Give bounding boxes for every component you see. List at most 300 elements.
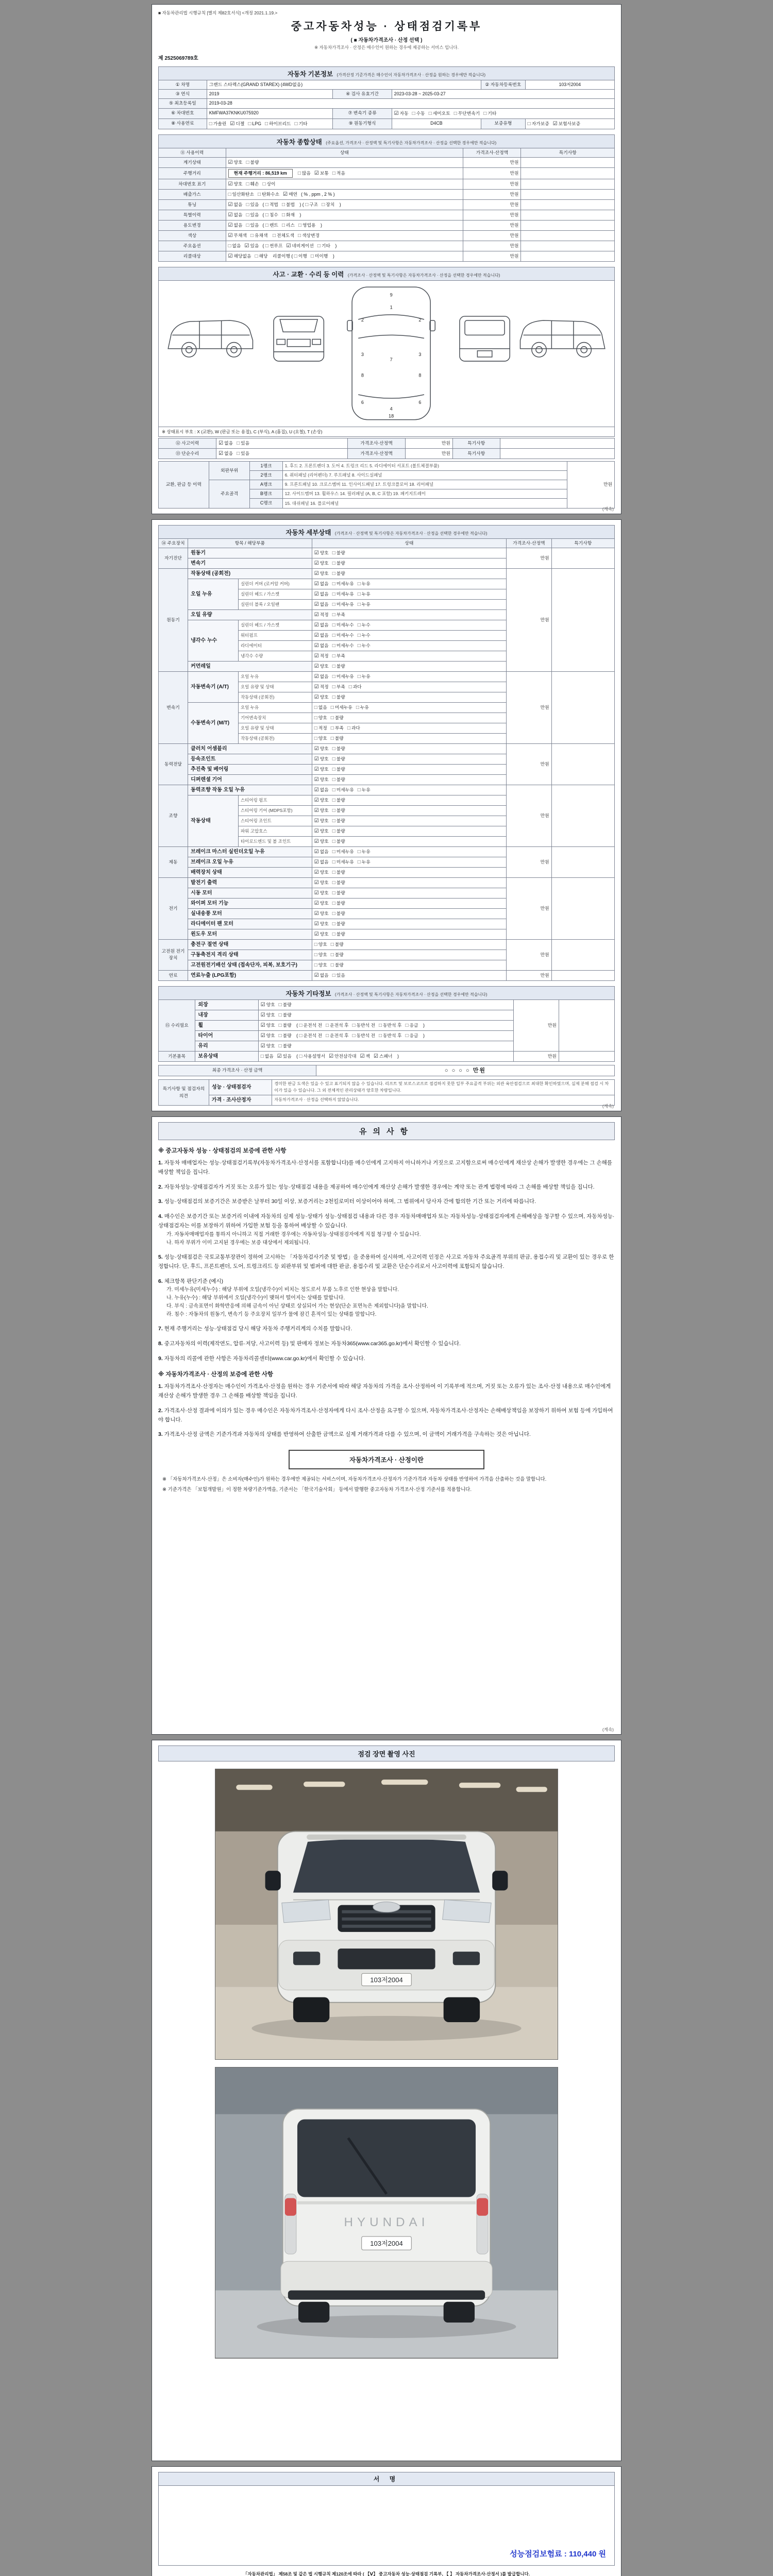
label-cell: 전기 — [159, 877, 188, 939]
checkbox-label: 불량 — [336, 838, 345, 844]
other-info — [158, 999, 615, 1062]
unchecked-box-icon: □ — [332, 673, 335, 680]
section-detail-header — [158, 525, 615, 538]
value-cell — [312, 939, 506, 950]
checkbox-label: 양호 — [320, 756, 329, 761]
value-cell — [521, 199, 615, 210]
label-cell: 1랭크 — [250, 461, 282, 470]
checkbox-label: 없음 — [320, 632, 329, 638]
unchecked-box-icon: □ — [332, 622, 335, 628]
checkbox-label: 불량 — [282, 1002, 292, 1007]
checked-box-icon: ☑ — [230, 121, 235, 127]
unchecked-box-icon: □ — [357, 632, 361, 638]
unchecked-box-icon: □ — [412, 110, 415, 116]
checkbox-label: 기타 — [488, 110, 497, 116]
value-cell: 오일 유량 — [188, 609, 312, 620]
notice-number: 7. — [158, 1326, 163, 1332]
mileage-box: 현재 주행거리 : 86,519 km — [228, 169, 293, 178]
notice-text: 자동차의 리콜에 관한 사항은 자동차리콜센터(www.car.go.kr)에서 확인할 수 있습니다. — [164, 1355, 365, 1362]
checkbox-label: 많음 — [301, 170, 311, 176]
checkbox-label: 양호 — [320, 869, 329, 875]
checkbox-label: 누유 — [361, 849, 371, 854]
unchecked-box-icon: □ — [332, 931, 335, 937]
unchecked-box-icon: □ — [299, 1032, 303, 1039]
panel-number: 3 — [418, 351, 422, 357]
checkbox-불량 — [279, 1042, 292, 1050]
text: ( — [295, 1032, 299, 1038]
value-cell: 만원 — [506, 548, 551, 568]
checkbox-없음 — [228, 222, 243, 229]
label-cell: 특별이력 — [159, 210, 226, 220]
checkbox-미세누유 — [331, 704, 352, 711]
checkbox-없음 — [314, 848, 329, 856]
checkbox-label: 불량 — [336, 818, 345, 823]
checked-box-icon: ☑ — [394, 110, 399, 116]
value-cell: 작동상태 (공회전) — [238, 733, 312, 743]
checkbox-양호 — [261, 1042, 275, 1050]
checkbox-label: 양호 — [320, 807, 329, 813]
text: ) — [319, 222, 322, 228]
label-cell: 항목 / 해당부품 — [188, 538, 312, 548]
value-cell: 윈도우 모터 — [188, 929, 312, 939]
checkbox-label: 과다 — [351, 725, 360, 731]
checkbox-label: 불량 — [336, 797, 345, 803]
value-cell: 원동기 — [188, 548, 312, 558]
checkbox-부족 — [332, 683, 345, 691]
value-cell — [551, 939, 614, 970]
checkbox-label: 있음 — [250, 201, 259, 207]
unchecked-box-icon: □ — [332, 581, 335, 587]
checkbox-미세누수 — [332, 642, 354, 650]
checkbox-label: 양호 — [320, 921, 329, 926]
unchecked-box-icon: □ — [281, 222, 285, 228]
text: ) — [331, 253, 334, 259]
checkbox-있음 — [332, 972, 345, 979]
checked-box-icon: ☑ — [219, 440, 224, 446]
checkbox-label: 누수 — [361, 622, 371, 628]
panel-number: 4 — [390, 406, 393, 412]
unchecked-box-icon: □ — [332, 838, 335, 844]
value-cell: 라디에이터 팬 모터 — [188, 919, 312, 929]
checkbox-label: 미세누유 — [336, 673, 354, 679]
unchecked-box-icon: □ — [332, 776, 335, 783]
checkbox-양호 — [314, 796, 329, 804]
panel-number: 6 — [418, 400, 422, 405]
value-cell: 만원 — [506, 970, 551, 980]
checkbox-썬루프 — [262, 242, 283, 250]
checked-box-icon: ☑ — [314, 694, 319, 700]
checkbox-미이행 — [311, 252, 328, 260]
unchecked-box-icon: □ — [357, 859, 361, 865]
label-cell: A랭크 — [250, 480, 282, 489]
checkbox-label: 불량 — [336, 560, 345, 566]
notice-item — [158, 1325, 615, 1334]
notice-number: 3. — [158, 1198, 163, 1205]
unchecked-box-icon: □ — [209, 121, 212, 127]
value-cell: 배력장치 상태 — [188, 867, 312, 877]
checkbox-불량 — [246, 159, 259, 166]
checkbox-label: 양호 — [320, 550, 329, 555]
checkbox-label: 운전석 전 — [303, 1022, 323, 1028]
notice-item — [158, 1197, 615, 1207]
checkbox-불량 — [332, 900, 345, 907]
checkbox-label: 적정 — [320, 684, 329, 689]
notice-subitem: 나. 누유(누수) : 해당 부위에서 오일(냉각수)이 맺혀서 떨어지는 상태를 말합니다. — [166, 1295, 345, 1301]
inspector-opinion-table — [158, 1079, 615, 1106]
document-subtitle-1: ( ■ 자동차가격조사 · 산정 선택 ) — [350, 38, 423, 43]
value-cell — [312, 846, 506, 857]
checkbox-불량 — [332, 693, 345, 701]
panel-rank — [158, 461, 615, 509]
checkbox-label: 부족 — [336, 612, 345, 617]
checkbox-label: 해당없음 — [233, 253, 251, 259]
notice-item — [158, 1253, 615, 1272]
notice-text: 성능·상태점검은 국토교통부장관이 정하여 고시하는 「자동차검사기준 및 방법」을 준용하여 실시하며, 사고이력 인정은 사고로 자동차 주요골격 부위의 판금, 용접수리 및 교환이 있는 경우로 한정합니다. 단, 후드, 프론트펜더, 도어, 트렁크리드 등 외판부위 및 범퍼에 대한 판금, 용접수리 및 교환은 단순수리로서 사고이력에 포함되지 않습니다. — [158, 1253, 614, 1269]
label-cell: B랭크 — [250, 489, 282, 499]
checkbox-label: 양호 — [266, 1012, 275, 1018]
value-cell: 만원 — [514, 999, 559, 1051]
unchecked-box-icon: □ — [264, 121, 268, 127]
value-cell — [312, 888, 506, 898]
checkbox-부족 — [331, 724, 344, 732]
value-cell — [312, 826, 506, 836]
checkbox-label: 가솔린 — [213, 121, 227, 126]
checkbox-양호 — [314, 745, 329, 753]
checkbox-label: 양호 — [320, 900, 329, 906]
checkbox-label: 보통 — [320, 170, 329, 176]
unchecked-box-icon: □ — [330, 735, 334, 741]
detail-status-row-30 — [159, 846, 615, 857]
checkbox-동반석 후 — [379, 1032, 401, 1040]
notice-title: 유의사항 — [158, 1122, 615, 1140]
checkbox-양호 — [314, 570, 329, 578]
panel-rank-row-0 — [159, 461, 615, 470]
checkbox-양호 — [261, 1032, 275, 1040]
unchecked-box-icon: □ — [332, 818, 335, 824]
checkbox-label: 불량 — [336, 890, 345, 895]
value-cell — [312, 682, 506, 692]
checkbox-불량 — [331, 961, 344, 969]
value-cell — [226, 241, 463, 251]
checkbox-양호 — [261, 1001, 275, 1009]
value-cell: 등속조인트 — [188, 754, 312, 764]
section-basic-title: 자동차 기본정보 — [287, 71, 333, 78]
checkbox-label: 양호 — [320, 838, 329, 844]
checkbox-렌트 — [262, 222, 278, 229]
checkbox-label: 전체도색 — [277, 232, 295, 238]
value-cell: 2023-03-28 ~ 2025-03-27 — [392, 90, 614, 99]
value-cell: 15. 대쉬패널 16. 플로어패널 — [282, 499, 567, 508]
checkbox-label: 양호 — [320, 745, 329, 751]
unchecked-box-icon: □ — [330, 704, 334, 710]
checked-box-icon: ☑ — [314, 807, 319, 814]
label-cell: 특기사항 — [551, 538, 614, 548]
overall-status-row-10 — [159, 251, 615, 261]
notice-subitem: 나. 하자 부위가 이미 고지된 경우에는 보증 대상에서 제외됩니다. — [166, 1240, 310, 1246]
unchecked-box-icon: □ — [246, 212, 249, 218]
checkbox-미세누유 — [332, 673, 354, 681]
notice-list-1 — [158, 1159, 615, 1364]
value-cell — [207, 118, 333, 129]
value-cell — [551, 785, 614, 846]
checked-box-icon: ☑ — [314, 910, 319, 917]
checkbox-label: 미세누유 — [336, 849, 354, 854]
value-cell — [226, 251, 463, 261]
value-cell — [312, 733, 506, 743]
value-cell: 실린더 커버 (로커암 커버) — [238, 579, 312, 589]
value-cell — [551, 548, 614, 568]
checkbox-label: 양호 — [320, 560, 329, 566]
notice-subitem: 다. 부식 : 금속표면이 화학반응에 의해 금속이 아닌 상태로 상실되어 가는 현상(단순 표면녹은 제외합니다)을 말합니다. — [166, 1303, 428, 1310]
value-cell — [521, 179, 615, 189]
label-cell: 상태 — [312, 538, 506, 548]
checkbox-label: 적법 — [269, 201, 278, 207]
checkbox-label: 양호 — [320, 694, 329, 700]
unchecked-box-icon: □ — [265, 212, 268, 218]
value-cell: 성능 · 상태점검자 — [209, 1080, 272, 1095]
checkbox-label: 없음 — [320, 673, 329, 679]
checkbox-label: 미세누수 — [336, 642, 354, 648]
value-cell: 만원 — [463, 241, 521, 251]
checkbox-label: 운전석 전 — [303, 1032, 323, 1038]
checkbox-양호 — [314, 766, 329, 773]
checkbox-네비게이션 — [286, 242, 313, 250]
value-cell — [226, 167, 463, 179]
label-cell: 차대번호 표기 — [159, 179, 226, 189]
value-cell — [312, 867, 506, 877]
value-cell: 스티어링 조인트 — [238, 816, 312, 826]
inspection-photo-front — [215, 1769, 558, 2059]
checked-box-icon: ☑ — [260, 1032, 265, 1039]
notice-number: 3. — [158, 1431, 163, 1438]
panel-rank-table — [158, 461, 615, 509]
unchecked-box-icon: □ — [297, 170, 301, 176]
label-cell: ④ 검사 유효기간 — [333, 90, 392, 99]
value-cell — [312, 795, 506, 805]
checkbox-리스 — [282, 222, 295, 229]
checkbox-label: 운전석 후 — [330, 1032, 349, 1038]
section-detail-title: 자동차 세부상태 — [285, 529, 331, 536]
checkbox-label: 부족 — [336, 684, 345, 689]
checked-box-icon: ☑ — [314, 787, 319, 793]
checked-box-icon: ☑ — [314, 849, 319, 855]
value-cell: 추진축 및 베어링 — [188, 764, 312, 774]
checkbox-label: 없음 — [264, 1053, 274, 1059]
unchecked-box-icon: □ — [357, 622, 361, 628]
notice-text: 가격조사·산정 결과에 이의가 있는 경우 매수인은 자동차가격조사·산정자에게 다시 조사·산정을 요구할 수 있으며, 자동차가격조사·산정자는 손해배상책임을 보장하기 위하여 보험 등에 가입하여야 합니다. — [158, 1407, 613, 1423]
checkbox-양호 — [314, 817, 329, 825]
value-cell — [216, 438, 348, 448]
checked-box-icon: ☑ — [244, 243, 249, 249]
unchecked-box-icon: □ — [314, 941, 317, 947]
unchecked-box-icon: □ — [332, 663, 335, 669]
checked-box-icon: ☑ — [314, 663, 319, 669]
checkbox-label: 리스 — [285, 222, 295, 228]
checkbox-양호 — [314, 879, 329, 887]
unchecked-box-icon: □ — [332, 859, 335, 865]
value-cell — [312, 651, 506, 661]
checkbox-label: 양호 — [320, 766, 329, 772]
unchecked-box-icon: □ — [332, 591, 335, 597]
text: ) — [333, 243, 337, 248]
checkbox-누유 — [358, 786, 371, 794]
checked-box-icon: ☑ — [314, 818, 319, 824]
unchecked-box-icon: □ — [332, 601, 335, 607]
overall-status-row-4 — [159, 189, 615, 199]
checkbox-누유 — [358, 601, 371, 608]
unchecked-box-icon: □ — [294, 253, 297, 259]
unchecked-box-icon: □ — [332, 560, 335, 566]
value-cell: 냉각수 누수 — [188, 620, 239, 661]
value-cell: 만원 — [506, 568, 551, 671]
value-cell — [258, 1041, 514, 1051]
value-cell — [521, 241, 615, 251]
checkbox-적음 — [332, 170, 345, 177]
checkbox-불량 — [332, 838, 345, 845]
checkbox-많음 — [298, 170, 311, 177]
value-cell: 실린더 헤드 / 가스켓 — [238, 589, 312, 599]
checkbox-있음 — [245, 242, 259, 250]
damage-diagram-box — [158, 280, 615, 427]
checkbox-가솔린 — [209, 120, 227, 128]
checkbox-양호 — [314, 910, 329, 918]
checkbox-label: 미세누유 — [336, 601, 354, 607]
notice-text: 자동차성능·상태점검자가 거짓 또는 오류가 있는 성능·상태점검 내용을 제공하여 매수인에게 재산상 손해가 발생한 경우에는 계약 또는 관계 법령에 따라 그 손해를 배상할 책임을 집니다. — [164, 1183, 595, 1190]
value-cell: 클러치 어셈블리 — [188, 743, 312, 754]
checkbox-있음 — [277, 1053, 292, 1060]
value-cell — [559, 999, 614, 1051]
value-cell: 실내송풍 모터 — [188, 908, 312, 919]
unchecked-box-icon: □ — [317, 243, 321, 249]
notice-list-2 — [158, 1382, 615, 1439]
car-rear-view — [460, 316, 510, 361]
unchecked-box-icon: □ — [255, 253, 258, 259]
value-cell — [312, 774, 506, 785]
checkbox-무단변속기 — [454, 110, 480, 117]
page-1 — [152, 4, 621, 514]
value-cell: 수동변속기 (M/T) — [188, 702, 239, 743]
checked-box-icon: ☑ — [314, 745, 319, 752]
signature-area — [158, 2486, 615, 2566]
label-cell: 2랭크 — [250, 470, 282, 480]
checkbox-label: 훼손 — [250, 181, 259, 187]
checkbox-label: 양호 — [320, 818, 329, 823]
unchecked-box-icon: □ — [332, 972, 335, 978]
price-definition-line: ※ 기준가격은 「보험개발원」이 정한 차량기준가액을, 기준서는 「한국기술사회」 등에서 발행한 중고자동차 가격조사·산정 기준서를 적용합니다. — [162, 1486, 472, 1493]
checked-box-icon: ☑ — [314, 828, 319, 834]
checkbox-있음 — [246, 201, 259, 209]
unchecked-box-icon: □ — [332, 570, 335, 577]
unchecked-box-icon: □ — [278, 1043, 282, 1049]
unchecked-box-icon: □ — [322, 201, 325, 208]
section-basic-header — [158, 66, 615, 80]
label-cell: 특기사항 — [452, 448, 500, 459]
value-cell — [551, 846, 614, 877]
label-cell: ⑦ 변속기 종류 — [333, 108, 392, 118]
checkbox-label: 동반석 전 — [356, 1032, 375, 1038]
checkbox-양호 — [314, 663, 329, 670]
label-cell: 리콜대상 — [159, 251, 226, 261]
notice-item — [158, 1382, 615, 1401]
checkbox-label: 없음 — [320, 849, 329, 854]
checkbox-불량 — [331, 951, 344, 959]
unchecked-box-icon: □ — [278, 1032, 282, 1039]
panel-number: 2 — [418, 317, 422, 323]
checkbox-기타 — [295, 120, 308, 128]
checkbox-label: 양호 — [320, 570, 329, 576]
value-cell: 와이퍼 모터 기능 — [188, 898, 312, 908]
checked-box-icon: ☑ — [314, 632, 319, 638]
label-cell: ⑪ 사용이력 — [159, 148, 226, 157]
label-cell: 주요옵션 — [159, 241, 226, 251]
checkbox-이행 — [294, 252, 307, 260]
value-cell — [226, 230, 463, 241]
continue-mark: (계속) — [602, 1726, 614, 1732]
checkbox-불량 — [332, 930, 345, 938]
notice-number: 1. — [158, 1383, 163, 1389]
overall-status-row-0 — [159, 148, 615, 157]
unchecked-box-icon: □ — [332, 900, 335, 906]
value-cell: 만원 — [463, 230, 521, 241]
checkbox-label: 침수 — [269, 212, 278, 217]
checkbox-상이 — [263, 180, 276, 188]
checkbox-label: 불량 — [282, 1012, 292, 1018]
checkbox-누유 — [356, 704, 369, 711]
value-cell — [226, 157, 463, 167]
checkbox-해당 — [255, 252, 267, 260]
checkbox-label: 부족 — [334, 725, 344, 731]
checkbox-미세누유 — [332, 858, 354, 866]
value-cell: 그랜드 스타렉스(GRAND STAREX) (4WD없음) — [207, 80, 481, 90]
checked-box-icon: ☑ — [314, 550, 319, 556]
value-cell: 2019-03-28 — [207, 99, 614, 108]
checkbox-label: 불량 — [336, 550, 345, 555]
checkbox-label: 누유 — [361, 673, 371, 679]
value-cell — [226, 220, 463, 230]
checked-box-icon: ☑ — [314, 560, 319, 566]
value-cell: 만원 — [463, 179, 521, 189]
value-cell: 동력조향 작동 오일 누유 — [188, 785, 312, 795]
label-cell: ⑤ 최초등록일 — [159, 99, 207, 108]
value-cell: 고전원전기배선 상태 (접속단자, 피복, 보호기구) — [188, 960, 312, 970]
checked-box-icon: ☑ — [228, 181, 233, 187]
photo-section-title: 점검 장면 촬영 사진 — [158, 1745, 615, 1761]
checked-box-icon: ☑ — [314, 776, 319, 783]
checked-box-icon: ☑ — [314, 859, 319, 865]
unchecked-box-icon: □ — [483, 110, 487, 116]
checkbox-label: 미세누유 — [336, 591, 354, 597]
value-cell: 오일 누유 — [188, 579, 239, 609]
basic-info-row-4 — [159, 118, 615, 129]
checkbox-label: 양호 — [266, 1032, 275, 1038]
checkbox-label: 있음 — [336, 972, 345, 978]
value-cell — [500, 438, 614, 448]
value-cell: 만원 — [463, 251, 521, 261]
insurance-fee-value: 110,440 원 — [568, 2549, 606, 2558]
section-detail-note: (가격조사 · 산정액 및 특기사항은 자동차가격조사 · 산정을 선택한 경우에만 적습니다) — [334, 531, 488, 536]
checked-box-icon: ☑ — [314, 838, 319, 844]
checkbox-없음 — [314, 601, 329, 608]
checked-box-icon: ☑ — [314, 869, 319, 875]
checkbox-label: 없음 — [320, 642, 329, 648]
value-cell — [258, 999, 514, 1010]
checkbox-있음 — [246, 211, 259, 219]
overall-status-row-1 — [159, 157, 615, 167]
checkbox-양호 — [261, 1022, 275, 1029]
value-cell: 자동변속기 (A/T) — [188, 671, 239, 702]
text: 리콜이행 ( — [271, 253, 294, 259]
checked-box-icon: ☑ — [228, 253, 233, 259]
